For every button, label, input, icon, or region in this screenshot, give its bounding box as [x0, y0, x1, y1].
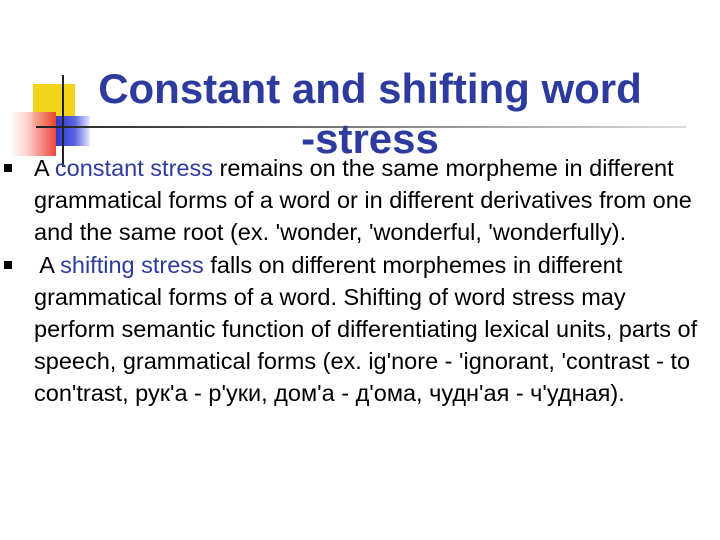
decor-red-square: [10, 112, 56, 156]
bullet-lead: A: [34, 155, 55, 181]
bullet-lead: A: [34, 252, 61, 278]
term-shifting-stress: shifting stress: [60, 252, 204, 278]
bullet-item-shifting-stress: [0, 249, 720, 409]
bullet-item-constant-stress: [0, 152, 720, 248]
slide-title-line-1: Constant and shifting word: [98, 65, 642, 113]
bullet-text: remains on the same morpheme in different grammatical forms of a word or in different derivatives from one and the same root (ex. 'wonder, 'wonderful, 'wonderfully).: [34, 155, 692, 245]
bullet-text: falls on different morphemes in different grammatical forms of a word. Shifting of word stress may perform semantic function of differentiating lexical units, parts of speech, grammatical forms (ex. ig'nore - 'ignorant, 'contrast - to con'trast, рук'а - р'уки, дом'а - д'ома, чудн'ая - ч'удная).: [34, 252, 698, 406]
slide-title-line-2: -stress: [301, 115, 439, 163]
bullet-square-icon: [4, 164, 12, 172]
term-constant-stress: constant stress: [54, 155, 213, 181]
slide-title: [60, 64, 680, 164]
bullet-list: [0, 152, 720, 410]
bullet-square-icon: [4, 261, 12, 269]
